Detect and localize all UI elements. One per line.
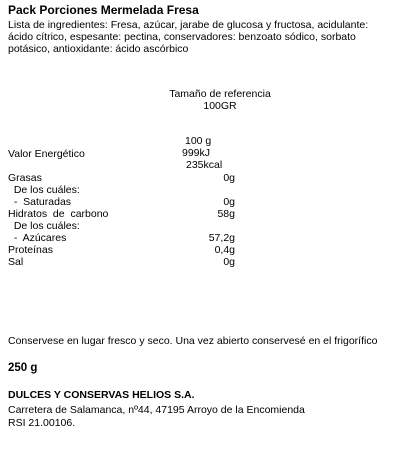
- nutrient-sublabel-carbohydrates: De los cuáles:: [8, 220, 80, 232]
- nutrient-value-fat: 0g: [223, 172, 235, 184]
- nutrient-sublabel-fat: De los cuáles:: [8, 184, 80, 196]
- nutrient-label-sugars: - Azúcares: [8, 232, 67, 244]
- reference-size-label: Tamaño de referencia: [169, 88, 271, 100]
- net-weight: 250 g: [8, 362, 38, 374]
- nutrient-value-protein: 0,4g: [214, 244, 235, 256]
- storage-instructions: Conservese en lugar fresco y seco. Una vez abierto conservesé en el frigorífico: [8, 335, 378, 347]
- energy-label: Valor Energético: [8, 148, 85, 160]
- nutrient-value-saturated: 0g: [223, 196, 235, 208]
- nutrient-label-salt: Sal: [8, 256, 24, 268]
- nutrient-label-saturated: - Saturadas: [8, 196, 72, 208]
- company-rsi: RSI 21.00106.: [8, 417, 76, 429]
- nutrient-label-fat: Grasas: [8, 172, 42, 184]
- energy-kj-value: 999kJ: [182, 147, 211, 159]
- nutrient-value-carbohydrates: 58g: [217, 208, 235, 220]
- nutrient-value-sugars: 57,2g: [208, 232, 235, 244]
- nutrient-value-salt: 0g: [223, 256, 235, 268]
- energy-kcal-value: 235kcal: [186, 159, 223, 171]
- nutrition-unit-header: 100 g: [185, 135, 212, 147]
- company-name: DULCES Y CONSERVAS HELIOS S.A.: [8, 389, 195, 401]
- product-title: Pack Porciones Mermelada Fresa: [8, 3, 199, 17]
- ingredients-list: Lista de ingredientes: Fresa, azúcar, jarabe de glucosa y fructosa, acidulante: ácido cítrico, espesante: pectina, conservadores: benzoato sódico, sorbato potásico, antioxidante: ácido ascórbico: [8, 19, 369, 55]
- nutrient-label-protein: Proteínas: [8, 244, 53, 256]
- reference-size-value: 100GR: [203, 100, 237, 112]
- nutrient-label-carbohydrates: Hidratos de carbono: [8, 208, 109, 220]
- company-address: Carretera de Salamanca, nº44, 47195 Arroyo de la Encomienda: [8, 404, 305, 416]
